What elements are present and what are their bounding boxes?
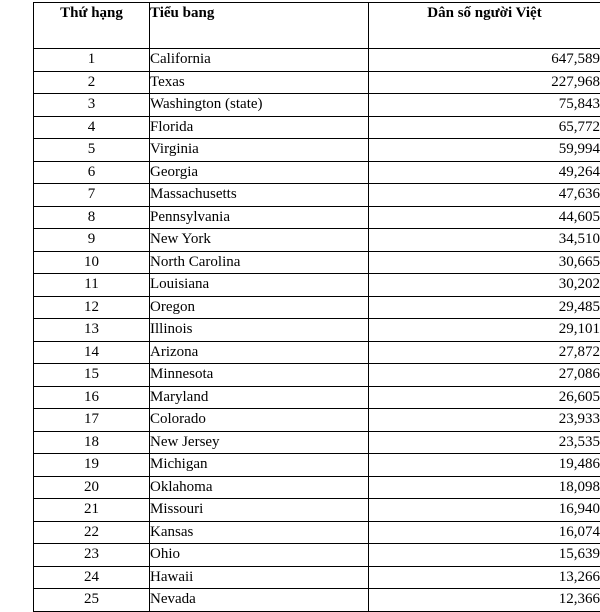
rank-cell: 25 (34, 589, 150, 612)
population-cell: 27,086 (369, 364, 600, 387)
state-cell: Florida (150, 116, 369, 139)
state-cell: Maryland (150, 386, 369, 409)
rank-cell: 13 (34, 319, 150, 342)
header-state: Tiểu bang (150, 3, 369, 49)
rank-cell: 18 (34, 431, 150, 454)
population-cell: 19,486 (369, 454, 600, 477)
population-cell: 30,202 (369, 274, 600, 297)
population-cell: 47,636 (369, 184, 600, 207)
state-cell: Kansas (150, 521, 369, 544)
header-rank: Thứ hạng (34, 3, 150, 49)
state-cell: Massachusetts (150, 184, 369, 207)
rank-cell: 17 (34, 409, 150, 432)
state-cell: Michigan (150, 454, 369, 477)
table-row (34, 521, 600, 544)
state-cell: Hawaii (150, 566, 369, 589)
table-row (34, 544, 600, 567)
rank-cell: 6 (34, 161, 150, 184)
state-cell: Oklahoma (150, 476, 369, 499)
population-table (33, 2, 600, 612)
table-row (34, 71, 600, 94)
rank-cell: 21 (34, 499, 150, 522)
population-cell: 15,639 (369, 544, 600, 567)
rank-cell: 16 (34, 386, 150, 409)
population-cell: 59,994 (369, 139, 600, 162)
population-cell: 75,843 (369, 94, 600, 117)
state-cell: Texas (150, 71, 369, 94)
rank-cell: 12 (34, 296, 150, 319)
table-row (34, 161, 600, 184)
rank-cell: 20 (34, 476, 150, 499)
rank-cell: 5 (34, 139, 150, 162)
population-cell: 29,101 (369, 319, 600, 342)
rank-cell: 24 (34, 566, 150, 589)
population-cell: 227,968 (369, 71, 600, 94)
table-row (34, 206, 600, 229)
state-cell: Pennsylvania (150, 206, 369, 229)
table-row (34, 566, 600, 589)
state-cell: Colorado (150, 409, 369, 432)
state-cell: Minnesota (150, 364, 369, 387)
table-row (34, 296, 600, 319)
state-cell: Ohio (150, 544, 369, 567)
table-row (34, 386, 600, 409)
rank-cell: 10 (34, 251, 150, 274)
state-cell: Oregon (150, 296, 369, 319)
table-header-row (34, 3, 600, 49)
population-cell: 647,589 (369, 49, 600, 72)
table-row (34, 184, 600, 207)
population-cell: 16,074 (369, 521, 600, 544)
state-cell: California (150, 49, 369, 72)
table-row (34, 476, 600, 499)
rank-cell: 2 (34, 71, 150, 94)
population-cell: 49,264 (369, 161, 600, 184)
state-cell: Illinois (150, 319, 369, 342)
population-cell: 30,665 (369, 251, 600, 274)
table-row (34, 139, 600, 162)
rank-cell: 23 (34, 544, 150, 567)
rank-cell: 19 (34, 454, 150, 477)
population-cell: 27,872 (369, 341, 600, 364)
population-cell: 29,485 (369, 296, 600, 319)
table-row (34, 499, 600, 522)
population-cell: 16,940 (369, 499, 600, 522)
rank-cell: 7 (34, 184, 150, 207)
population-cell: 12,366 (369, 589, 600, 612)
table-row (34, 274, 600, 297)
population-cell: 13,266 (369, 566, 600, 589)
population-cell: 26,605 (369, 386, 600, 409)
population-cell: 44,605 (369, 206, 600, 229)
table-row (34, 341, 600, 364)
table-row (34, 431, 600, 454)
table-row (34, 229, 600, 252)
state-cell: New York (150, 229, 369, 252)
rank-cell: 22 (34, 521, 150, 544)
header-population: Dân số người Việt (369, 3, 600, 49)
table-row (34, 454, 600, 477)
state-cell: Missouri (150, 499, 369, 522)
population-cell: 65,772 (369, 116, 600, 139)
rank-cell: 8 (34, 206, 150, 229)
rank-cell: 4 (34, 116, 150, 139)
table-row (34, 94, 600, 117)
state-cell: North Carolina (150, 251, 369, 274)
table-row (34, 116, 600, 139)
rank-cell: 1 (34, 49, 150, 72)
state-cell: New Jersey (150, 431, 369, 454)
rank-cell: 3 (34, 94, 150, 117)
table-row (34, 251, 600, 274)
rank-cell: 15 (34, 364, 150, 387)
state-cell: Louisiana (150, 274, 369, 297)
population-cell: 18,098 (369, 476, 600, 499)
population-cell: 23,535 (369, 431, 600, 454)
state-cell: Nevada (150, 589, 369, 612)
population-cell: 34,510 (369, 229, 600, 252)
state-cell: Arizona (150, 341, 369, 364)
population-cell: 23,933 (369, 409, 600, 432)
state-cell: Virginia (150, 139, 369, 162)
table-row (34, 319, 600, 342)
table-row (34, 49, 600, 72)
table-row (34, 364, 600, 387)
rank-cell: 9 (34, 229, 150, 252)
table-row (34, 409, 600, 432)
state-cell: Washington (state) (150, 94, 369, 117)
rank-cell: 11 (34, 274, 150, 297)
rank-cell: 14 (34, 341, 150, 364)
state-cell: Georgia (150, 161, 369, 184)
